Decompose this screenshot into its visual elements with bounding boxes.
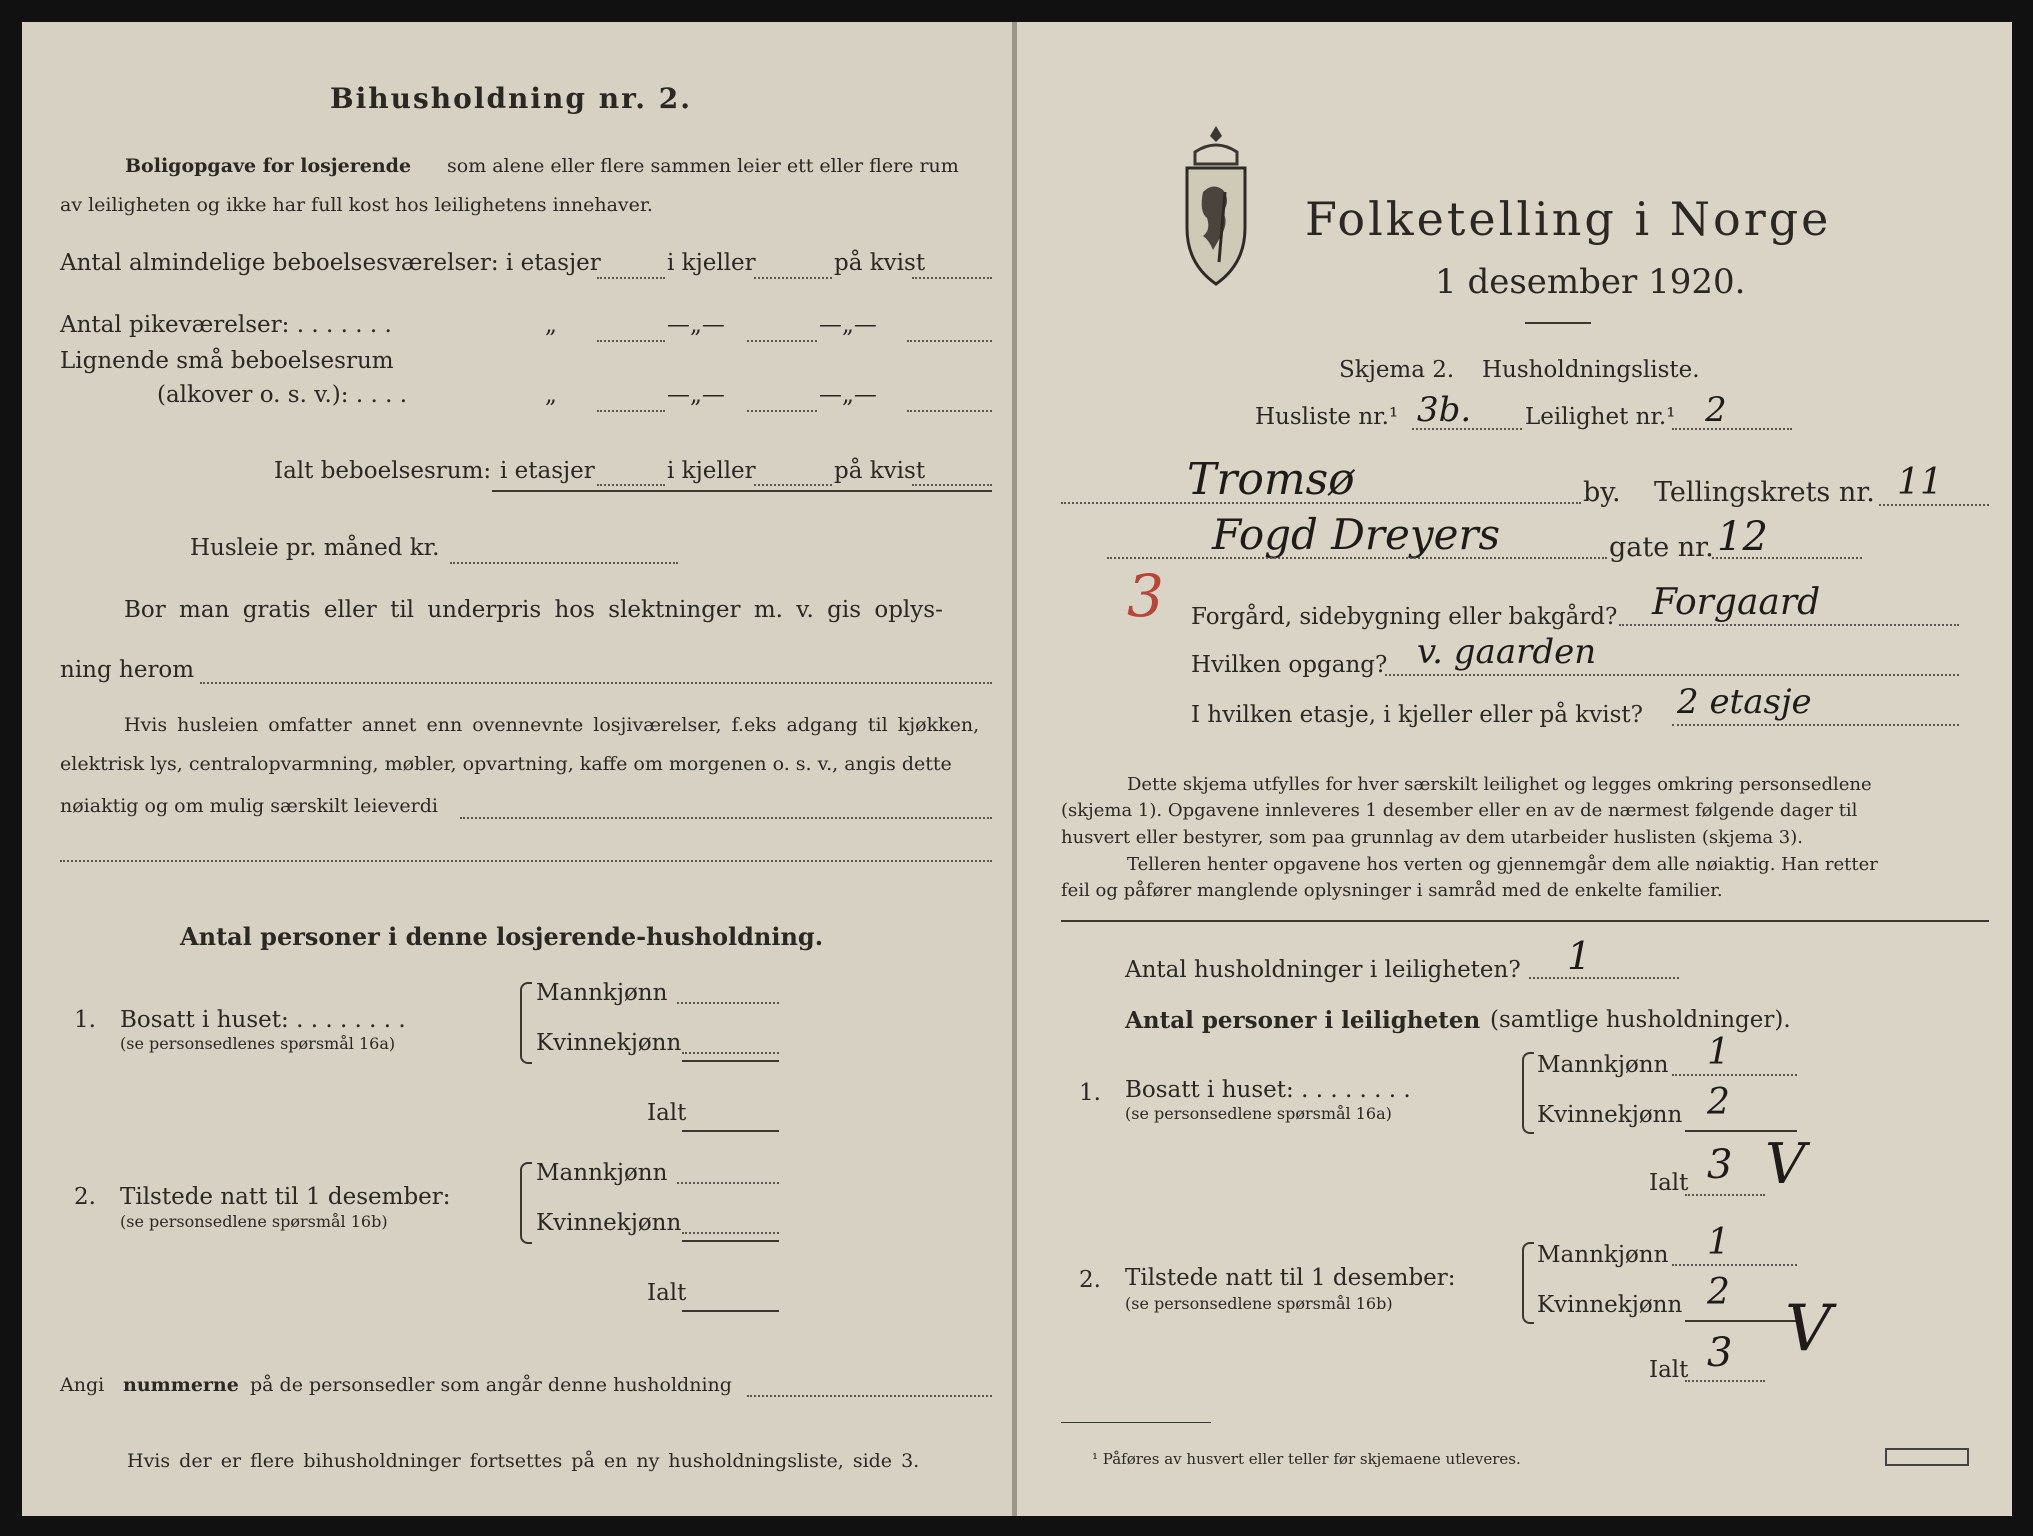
census-date: 1 desember 1920.	[1435, 262, 1746, 302]
lign-field-2	[747, 410, 817, 412]
opgang-field	[1385, 674, 1959, 676]
husleie-label: Husleie pr. måned kr.	[190, 535, 440, 561]
r-q2-check-mark: V	[1785, 1292, 1832, 1366]
lign-field-1	[597, 410, 665, 412]
angi-bold: nummerne	[123, 1374, 239, 1396]
r-q2-ialt-field	[1685, 1380, 1765, 1382]
street-field	[1107, 557, 1607, 559]
bor-line-2: ning herom	[60, 657, 195, 683]
ialt-kvist: på kvist	[834, 458, 926, 484]
antal-hush-label: Antal husholdninger i leiligheten?	[1125, 957, 1521, 983]
right-page	[1017, 22, 2012, 1516]
alm-kjeller-field	[754, 277, 832, 279]
pike-field-2	[747, 340, 817, 342]
q1-kvinne-field	[682, 1052, 779, 1054]
pike-ditto-3: —„—	[819, 312, 877, 338]
r-q2-label: Tilstede natt til 1 desember:	[1125, 1265, 1456, 1291]
leilighet-label: Leilighet nr.¹	[1525, 404, 1676, 430]
r-q1-ialt-field	[1685, 1194, 1765, 1196]
r-q1-check-mark: V	[1765, 1132, 1806, 1197]
skjema-type: Husholdningsliste.	[1482, 357, 1700, 383]
city-value: Tromsø	[1187, 454, 1355, 505]
r-q1-label: Bosatt i huset: . . . . . . . .	[1125, 1077, 1411, 1103]
r-q2-kvinne-label: Kvinnekjønn	[1537, 1292, 1683, 1318]
r-q2-mann-value: 1	[1707, 1222, 1730, 1263]
q1-brace	[520, 982, 532, 1064]
forgard-value: Forgaard	[1652, 582, 1821, 623]
etasje-label: I hvilken etasje, i kjeller eller på kvist?	[1191, 702, 1643, 728]
section-rule	[1061, 920, 1989, 922]
left-title: Bihusholdning nr. 2.	[330, 82, 692, 115]
antal-hush-value: 1	[1567, 934, 1592, 978]
lign-field-3	[907, 410, 992, 412]
alm-kjeller: i kjeller	[667, 250, 756, 276]
instr-line-2: (skjema 1). Opgavene innleveres 1 desember eller en av de nærmest følgende dager til	[1061, 800, 1858, 821]
r-q1-mann-value: 1	[1707, 1032, 1730, 1073]
antal-hush-field	[1529, 977, 1679, 979]
lign-ditto: „	[545, 382, 557, 408]
r-q1-mann-label: Mannkjønn	[1537, 1052, 1669, 1078]
intro-line2: av leiligheten og ikke har full kost hos leilighetens innehaver.	[60, 194, 653, 216]
q1-ialt-field	[682, 1130, 779, 1132]
pike-field-1	[597, 340, 665, 342]
r-q1-ialt-value: 3	[1707, 1142, 1733, 1188]
q1-sum-line	[682, 1060, 779, 1062]
antal-pers-rest: (samtlige husholdninger).	[1490, 1007, 1791, 1033]
q1-mann-label: Mannkjønn	[536, 980, 668, 1006]
r-q2-brace	[1522, 1242, 1534, 1324]
antal-pers-heading: Antal personer i leiligheten	[1125, 1007, 1481, 1034]
r-q2-sum-line	[1685, 1320, 1797, 1322]
krets-field	[1879, 504, 1989, 506]
pike-field-3	[907, 340, 992, 342]
hvis-line-1: Hvis husleien omfatter annet enn ovennevnte losjiværelser, f.eks adgang til kjøkken,	[124, 714, 980, 736]
q2-sub: (se personsedlene spørsmål 16b)	[120, 1212, 388, 1231]
printer-stamp	[1885, 1448, 1969, 1466]
instr-line-5: feil og påfører manglende oplysninger i samråd med de enkelte familier.	[1061, 880, 1723, 901]
r-q2-sub: (se personsedlene spørsmål 16b)	[1125, 1294, 1393, 1313]
forgard-label: Forgård, sidebygning eller bakgård?	[1191, 604, 1618, 630]
q2-ialt-label: Ialt	[647, 1280, 687, 1306]
left-footer: Hvis der er flere bihusholdninger fortsettes på en ny husholdningsliste, side 3.	[127, 1450, 920, 1472]
q2-sum-line	[682, 1240, 779, 1242]
husleie-field	[450, 562, 678, 564]
coat-of-arms-icon	[1181, 122, 1251, 294]
q2-num: 2.	[74, 1184, 96, 1210]
r-q1-kvinne-value: 2	[1707, 1082, 1730, 1123]
opgang-label: Hvilken opgang?	[1191, 652, 1388, 678]
gate-value: 12	[1717, 514, 1768, 560]
krets-label: Tellingskrets nr.	[1654, 477, 1875, 508]
footnote-rule	[1061, 1422, 1211, 1423]
r-q1-num: 1.	[1079, 1080, 1101, 1106]
alm-etasjer-field	[597, 277, 665, 279]
lign-ditto-2: —„—	[667, 382, 725, 408]
intro-rest: som alene eller flere sammen leier ett eller flere rum	[447, 155, 959, 177]
ialt-kjeller: i kjeller	[667, 458, 756, 484]
instr-line-1: Dette skjema utfylles for hver særskilt leilighet og legges omkring personsedlene	[1127, 774, 1872, 795]
city-field	[1061, 502, 1581, 504]
lignende-label-2: (alkover o. s. v.): . . . .	[157, 382, 408, 408]
skjema-label: Skjema 2.	[1339, 357, 1455, 383]
right-title: Folketelling i Norge	[1305, 192, 1832, 246]
by-label: by.	[1583, 477, 1621, 508]
q2-kvinne-label: Kvinnekjønn	[536, 1210, 682, 1236]
instr-line-4: Telleren henter opgavene hos verten og gjennemgår dem alle nøiaktig. Han retter	[1127, 854, 1878, 875]
q1-num: 1.	[74, 1007, 96, 1033]
ialt-underline	[492, 490, 992, 492]
left-page	[22, 22, 1012, 1516]
leilighet-value: 2	[1705, 390, 1727, 430]
q2-mann-field	[677, 1182, 779, 1184]
q1-label: Bosatt i huset: . . . . . . . .	[120, 1007, 406, 1033]
street-value: Fogd Dreyers	[1212, 510, 1501, 559]
lign-ditto-3: —„—	[819, 382, 877, 408]
forgard-field	[1619, 624, 1959, 626]
ialt-kvist-field	[912, 484, 992, 486]
etasje-value: 2 etasje	[1677, 682, 1812, 722]
r-q1-brace	[1522, 1052, 1534, 1134]
antal-personer-heading: Antal personer i denne losjerende-husholdning.	[180, 922, 824, 951]
angi-field	[747, 1395, 992, 1397]
r-q1-kvinne-label: Kvinnekjønn	[1537, 1102, 1683, 1128]
q1-kvinne-label: Kvinnekjønn	[536, 1030, 682, 1056]
r-q2-mann-field	[1672, 1264, 1797, 1266]
lignende-label-1: Lignende små beboelsesrum	[60, 348, 394, 374]
title-rule	[1525, 322, 1591, 324]
r-q1-ialt-label: Ialt	[1649, 1170, 1689, 1196]
q1-mann-field	[677, 1002, 779, 1004]
ialt-etasjer-field	[597, 484, 665, 486]
footnote: ¹ Påføres av husvert eller teller før skjemaene utleveres.	[1092, 1450, 1521, 1468]
angi-rest: på de personsedler som angår denne husholdning	[250, 1374, 732, 1396]
ialt-kjeller-field	[754, 484, 832, 486]
r-q1-mann-field	[1672, 1074, 1797, 1076]
antal-alm-label: Antal almindelige beboelsesværelser: i etasjer	[60, 250, 601, 276]
krets-value: 11	[1897, 462, 1943, 503]
q1-sub: (se personsedlenes spørsmål 16a)	[120, 1034, 396, 1053]
antal-pike-label: Antal pikeværelser: . . . . . . .	[60, 312, 392, 338]
r-q1-sub: (se personsedlene spørsmål 16a)	[1125, 1104, 1392, 1123]
red-mark: 3	[1127, 562, 1164, 630]
bor-line-1: Bor man gratis eller til underpris hos slektninger m. v. gis oplys-	[124, 597, 943, 623]
husliste-field	[1412, 428, 1522, 430]
gate-label: gate nr.	[1609, 532, 1714, 563]
r-q2-kvinne-value: 2	[1707, 1272, 1730, 1313]
etasje-field	[1672, 724, 1959, 726]
alm-kvist-field	[912, 277, 992, 279]
leilighet-field	[1672, 428, 1792, 430]
hvis-line-2: elektrisk lys, centralopvarmning, møbler, opvartning, kaffe om morgenen o. s. v., angis dette	[60, 753, 952, 775]
q1-ialt-label: Ialt	[647, 1100, 687, 1126]
pike-ditto: „	[545, 312, 557, 338]
leieverdi-field	[460, 817, 992, 819]
r-q2-num: 2.	[1079, 1267, 1101, 1293]
instr-line-3: husvert eller bestyrer, som paa grunnlag av dem utarbeider huslisten (skjema 3).	[1061, 827, 1803, 848]
bor-field	[200, 682, 992, 684]
hvis-line-3: nøiaktig og om mulig særskilt leieverdi	[60, 795, 438, 817]
ialt-rum-label: Ialt beboelsesrum:	[274, 458, 492, 484]
husliste-value: 3b.	[1417, 390, 1472, 430]
intro-bold: Boligopgave for losjerende	[125, 155, 412, 177]
q2-ialt-field	[682, 1310, 779, 1312]
r-q2-ialt-value: 3	[1707, 1330, 1733, 1376]
q2-brace	[520, 1162, 532, 1244]
husliste-label: Husliste nr.¹	[1255, 404, 1399, 430]
q2-label: Tilstede natt til 1 desember:	[120, 1184, 451, 1210]
pike-ditto-2: —„—	[667, 312, 725, 338]
extra-field	[60, 860, 992, 862]
opgang-value: v. gaarden	[1417, 632, 1597, 672]
alm-kvist: på kvist	[834, 250, 926, 276]
angi-pre: Angi	[60, 1374, 105, 1396]
q2-mann-label: Mannkjønn	[536, 1160, 668, 1186]
r-q2-mann-label: Mannkjønn	[1537, 1242, 1669, 1268]
r-q2-ialt-label: Ialt	[1649, 1357, 1689, 1383]
ialt-etasjer: i etasjer	[500, 458, 595, 484]
gate-field	[1712, 557, 1862, 559]
q2-kvinne-field	[682, 1232, 779, 1234]
